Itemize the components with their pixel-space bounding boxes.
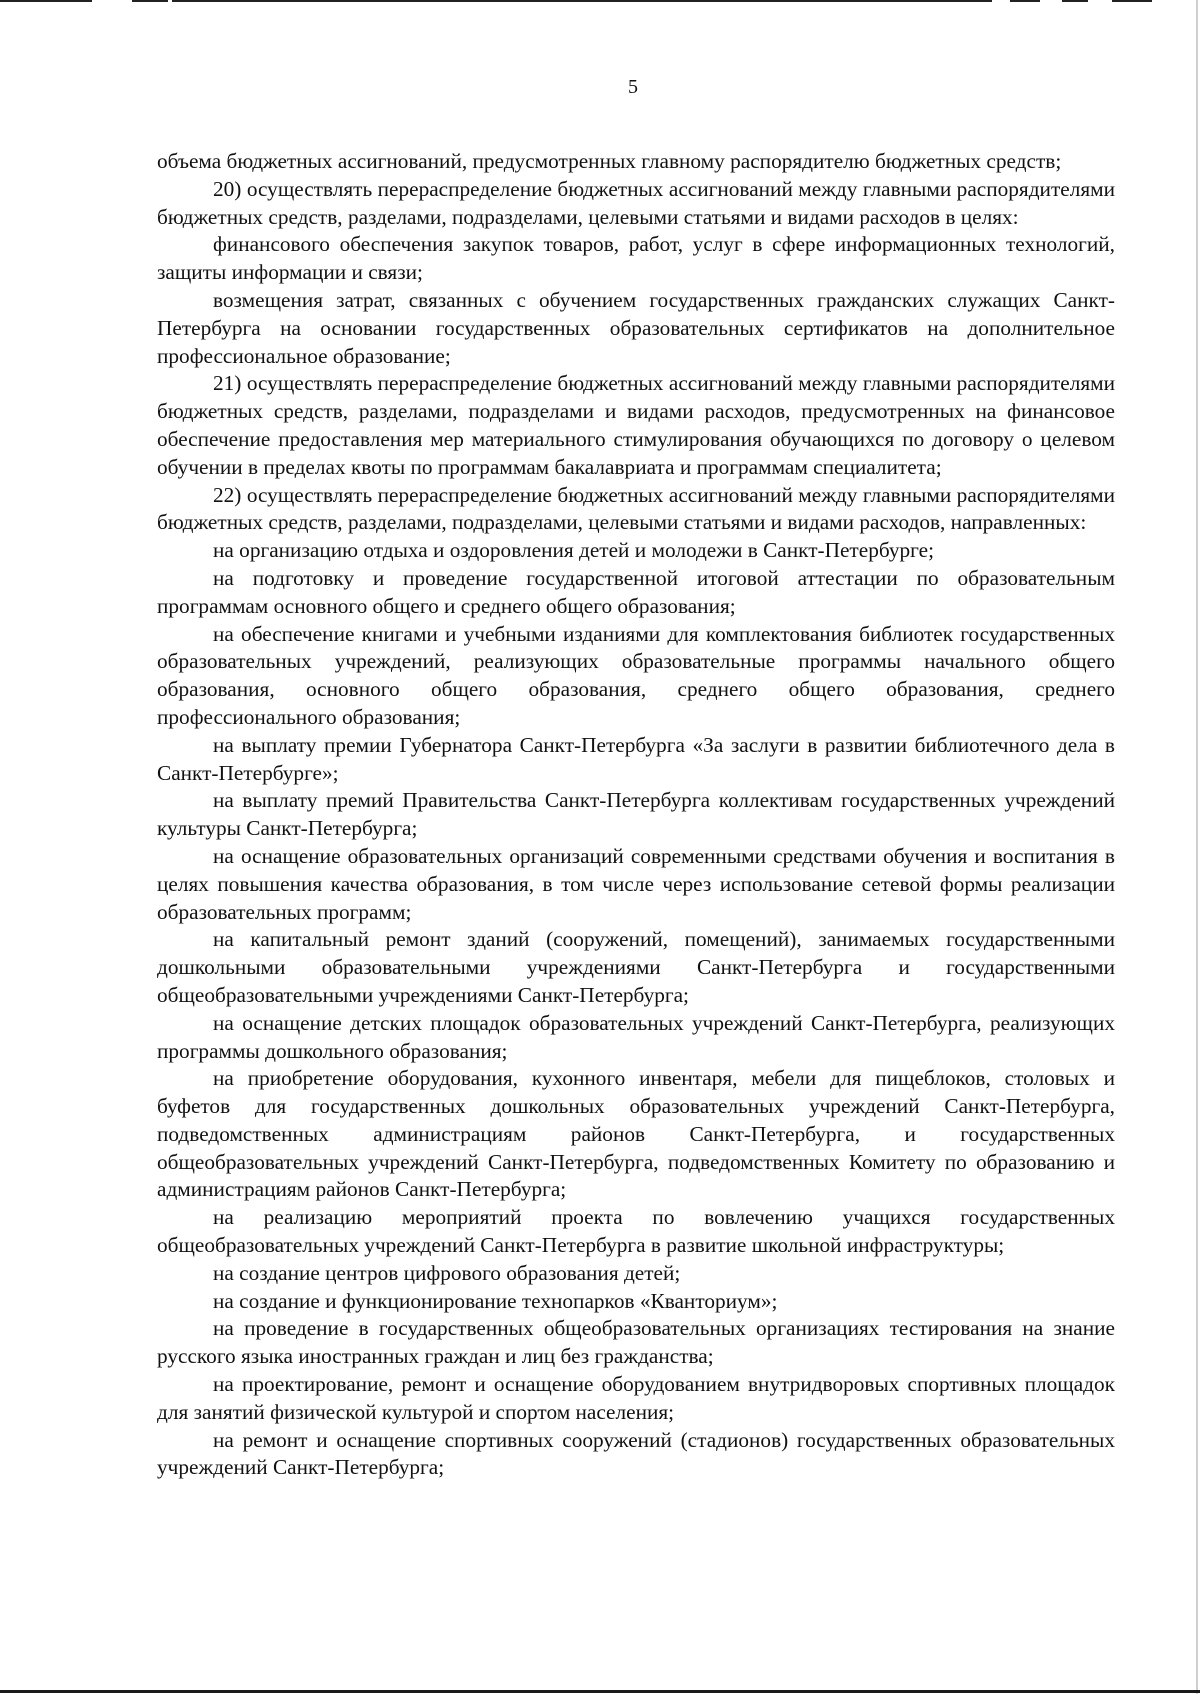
paragraph: на создание и функционирование технопарков «Кванториум»;	[213, 1288, 778, 1313]
paragraph: финансового обеспечения закупок товаров, работ, услуг в сфере информационных технологий, защиты информации и связи;	[157, 232, 1115, 285]
scan-right-edge	[1196, 0, 1198, 1694]
scan-edge-segment	[172, 0, 992, 2]
paragraph: на обеспечение книгами и учебными изданиями для комплектования библиотек государственных образовательных учреждений, реализующих образовательные программы начального общего образования, основного общего образования, среднего общего образования, среднего профессионального образования;	[157, 621, 1115, 729]
scan-edge-segment	[1112, 0, 1152, 2]
scan-bottom-edge	[0, 1690, 1200, 1693]
paragraph-item-22: 22) осуществлять перераспределение бюджетных ассигнований между главными распорядителями бюджетных средств, разделами, подразделами, целевыми статьями и видами расходов, направленных:	[157, 482, 1115, 535]
paragraph: на создание центров цифрового образования детей;	[213, 1260, 681, 1285]
scan-edge-segment	[1010, 0, 1040, 2]
paragraph-item-20: 20) осуществлять перераспределение бюджетных ассигнований между главными распорядителями бюджетных средств, разделами, подразделами, целевыми статьями и видами расходов в целях:	[157, 176, 1115, 229]
paragraph: объема бюджетных ассигнований, предусмотренных главному распорядителю бюджетных средств;	[157, 149, 1062, 173]
paragraph: на проектирование, ремонт и оснащение оборудованием внутридворовых спортивных площадок для занятий физической культурой и спортом населения;	[157, 1372, 1115, 1424]
paragraph: на проведение в государственных общеобразовательных организациях тестирования на знание русского языка иностранных граждан и лиц без гражданства;	[157, 1316, 1115, 1369]
paragraph: на оснащение детских площадок образовательных учреждений Санкт-Петербурга, реализующих программы дошкольного образования;	[157, 1010, 1115, 1063]
paragraph: на выплату премий Правительства Санкт-Петербурга коллективам государственных учреждений культуры Санкт-Петербурга;	[157, 788, 1115, 841]
paragraph: возмещения затрат, связанных с обучением государственных гражданских служащих Санкт-Петербурга на основании государственных образовательных сертификатов на дополнительное профессиональное образование;	[157, 287, 1115, 368]
paragraph: на выплату премии Губернатора Санкт-Петербурга «За заслуги в развитии библиотечного дела в Санкт-Петербурге»;	[157, 732, 1115, 785]
paragraph: на приобретение оборудования, кухонного инвентаря, мебели для пищеблоков, столовых и буфетов для государственных дошкольных образовательных учреждений Санкт-Петербурга, подведомственных администрациям районов Санкт-Петербурга, и государственных общеобразовательных учреждений Санкт-Петербурга, подведомственных Комитету по образованию и администрациям районов Санкт-Петербурга;	[157, 1066, 1115, 1202]
paragraph: на организацию отдыха и оздоровления детей и молодежи в Санкт-Петербурге;	[213, 538, 934, 563]
scan-edge-segment	[1062, 0, 1088, 2]
paragraph: на реализацию мероприятий проекта по вовлечению учащихся государственных общеобразовательных учреждений Санкт-Петербурга в развитие школьной инфраструктуры;	[157, 1205, 1115, 1258]
scan-top-edge	[0, 0, 1200, 4]
paragraph: на капитальный ремонт зданий (сооружений, помещений), занимаемых государственными дошкольными образовательными учреждениями Санкт-Петербурга и государственными общеобразовательными учреждениями Санкт-Петербурга;	[157, 927, 1115, 1007]
scan-edge-segment	[132, 0, 168, 2]
document-body	[157, 148, 1115, 1482]
paragraph-item-21: 21) осуществлять перераспределение бюджетных ассигнований между главными распорядителями бюджетных средств, разделами, подразделами и видами расходов, предусмотренных на финансовое обеспечение предоставления мер материального стимулирования обучающихся по договору о целевом обучении в пределах квоты по программам бакалавриата и программам специалитета;	[157, 371, 1115, 479]
scan-edge-segment	[0, 0, 92, 2]
paragraph: на ремонт и оснащение спортивных сооружений (стадионов) государственных образовательных учреждений Санкт-Петербурга;	[157, 1427, 1115, 1480]
page-number: 5	[628, 76, 638, 98]
paragraph: на оснащение образовательных организаций современными средствами обучения и воспитания в целях повышения качества образования, в том числе через использование сетевой формы реализации образовательных программ;	[157, 843, 1115, 924]
paragraph: на подготовку и проведение государственной итоговой аттестации по образовательным программам основного общего и среднего общего образования;	[157, 565, 1115, 618]
